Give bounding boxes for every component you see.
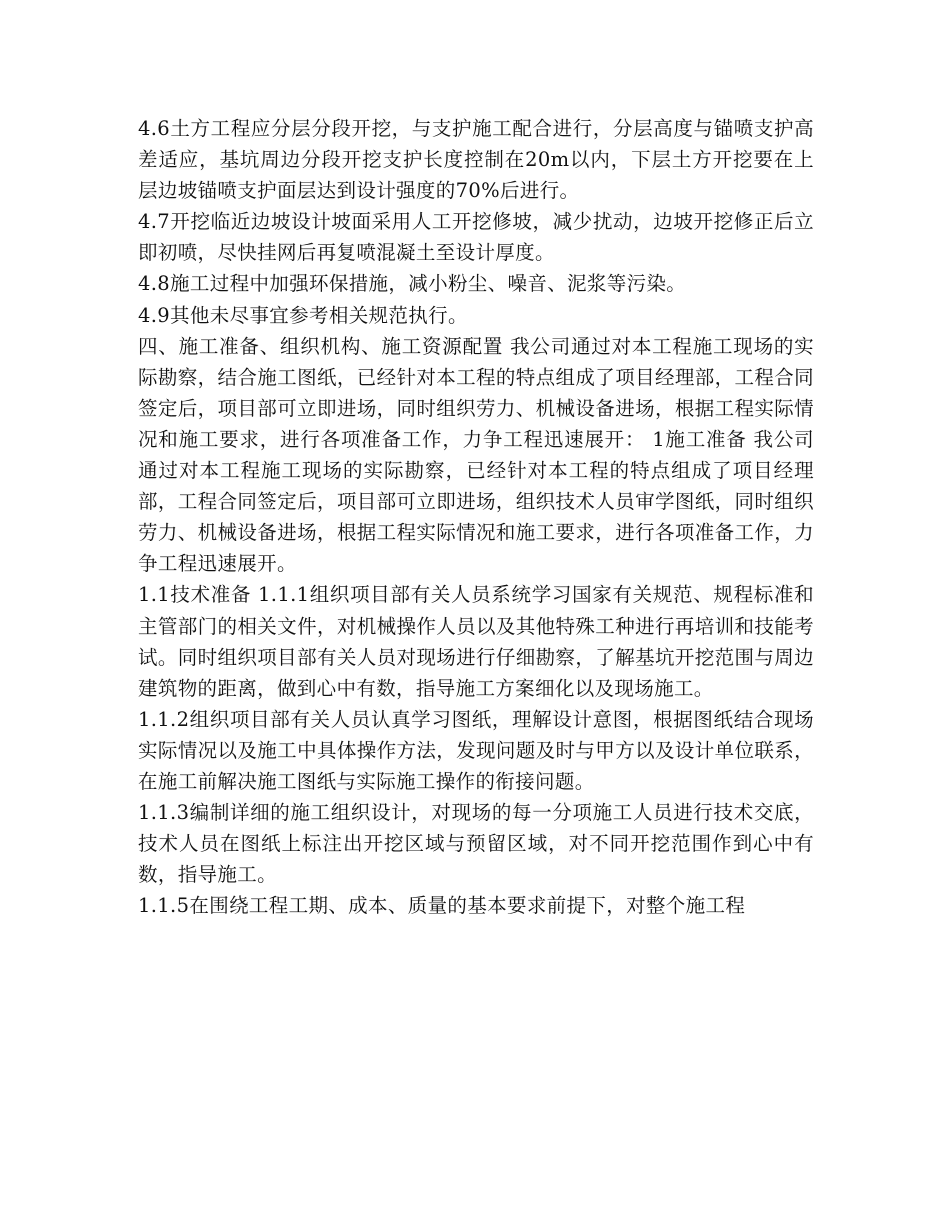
paragraph-section-4-construction-preparation: 四、施工准备、组织机构、施工资源配置 我公司通过对本工程施工现场的实际勘察，结合施工图纸，已经针对本工程的特点组成了项目经理部，工程合同签定后，项目部可立即进场，同时组织劳力、机械设备进场，根据工程实际情况和施工要求，进行各项准备工作，力争工程迅速展开： 1施工准备 我公司通过对本工程施工现场的实际勘察，已经针对本工程的特点组成了项目经理部，工程合同签定后，项目部可立即进场，组织技术人员审学图纸，同时组织劳力、机械设备进场，根据工程实际情况和施工要求，进行各项准备工作，力争工程迅速展开。 [138, 334, 814, 576]
paragraph-1-1-3-construction-design: 1.1.3编制详细的施工组织设计，对现场的每一分项施工人员进行技术交底，技术人员在图纸上标注出开挖区域与预留区域，对不同开挖范围作到心中有数，指导施工。 [138, 801, 814, 887]
document-body [138, 113, 814, 921]
paragraph-4-6-earthwork-excavation: 4.6土方工程应分层分段开挖，与支护施工配合进行，分层高度与锚喷支护高差适应，基坑周边分段开挖支护长度控制在20m以内，下层土方开挖要在上层边坡锚喷支护面层达到设计强度的70%后进行。 [138, 117, 814, 203]
paragraph-1-1-2-drawing-study: 1.1.2组织项目部有关人员认真学习图纸，理解设计意图，根据图纸结合现场实际情况以及施工中具体操作方法，发现问题及时与甲方以及设计单位联系，在施工前解决施工图纸与实际施工操作的衔接问题。 [138, 707, 814, 793]
paragraph-4-8-environmental-measures: 4.8施工过程中加强环保措施，减小粉尘、噪音、泥浆等污染。 [138, 272, 687, 296]
paragraph-1-1-5-schedule-cost-quality: 1.1.5在围绕工程工期、成本、质量的基本要求前提下，对整个施工程 [138, 894, 746, 918]
paragraph-1-1-technical-preparation: 1.1技术准备 1.1.1组织项目部有关人员系统学习国家有关规范、规程标准和主管部门的相关文件，对机械操作人员以及其他特殊工种进行再培训和技能考试。同时组织项目部有关人员对现场进行仔细勘察，了解基坑开挖范围与周边建筑物的距离，做到心中有数，指导施工方案细化以及现场施工。 [138, 583, 814, 700]
paragraph-4-9-other-matters: 4.9其他未尽事宜参考相关规范执行。 [138, 303, 468, 327]
paragraph-4-7-slope-trimming: 4.7开挖临近边坡设计坡面采用人工开挖修坡，减少扰动，边坡开挖修正后立即初喷，尽快挂网后再复喷混凝土至设计厚度。 [138, 210, 814, 265]
